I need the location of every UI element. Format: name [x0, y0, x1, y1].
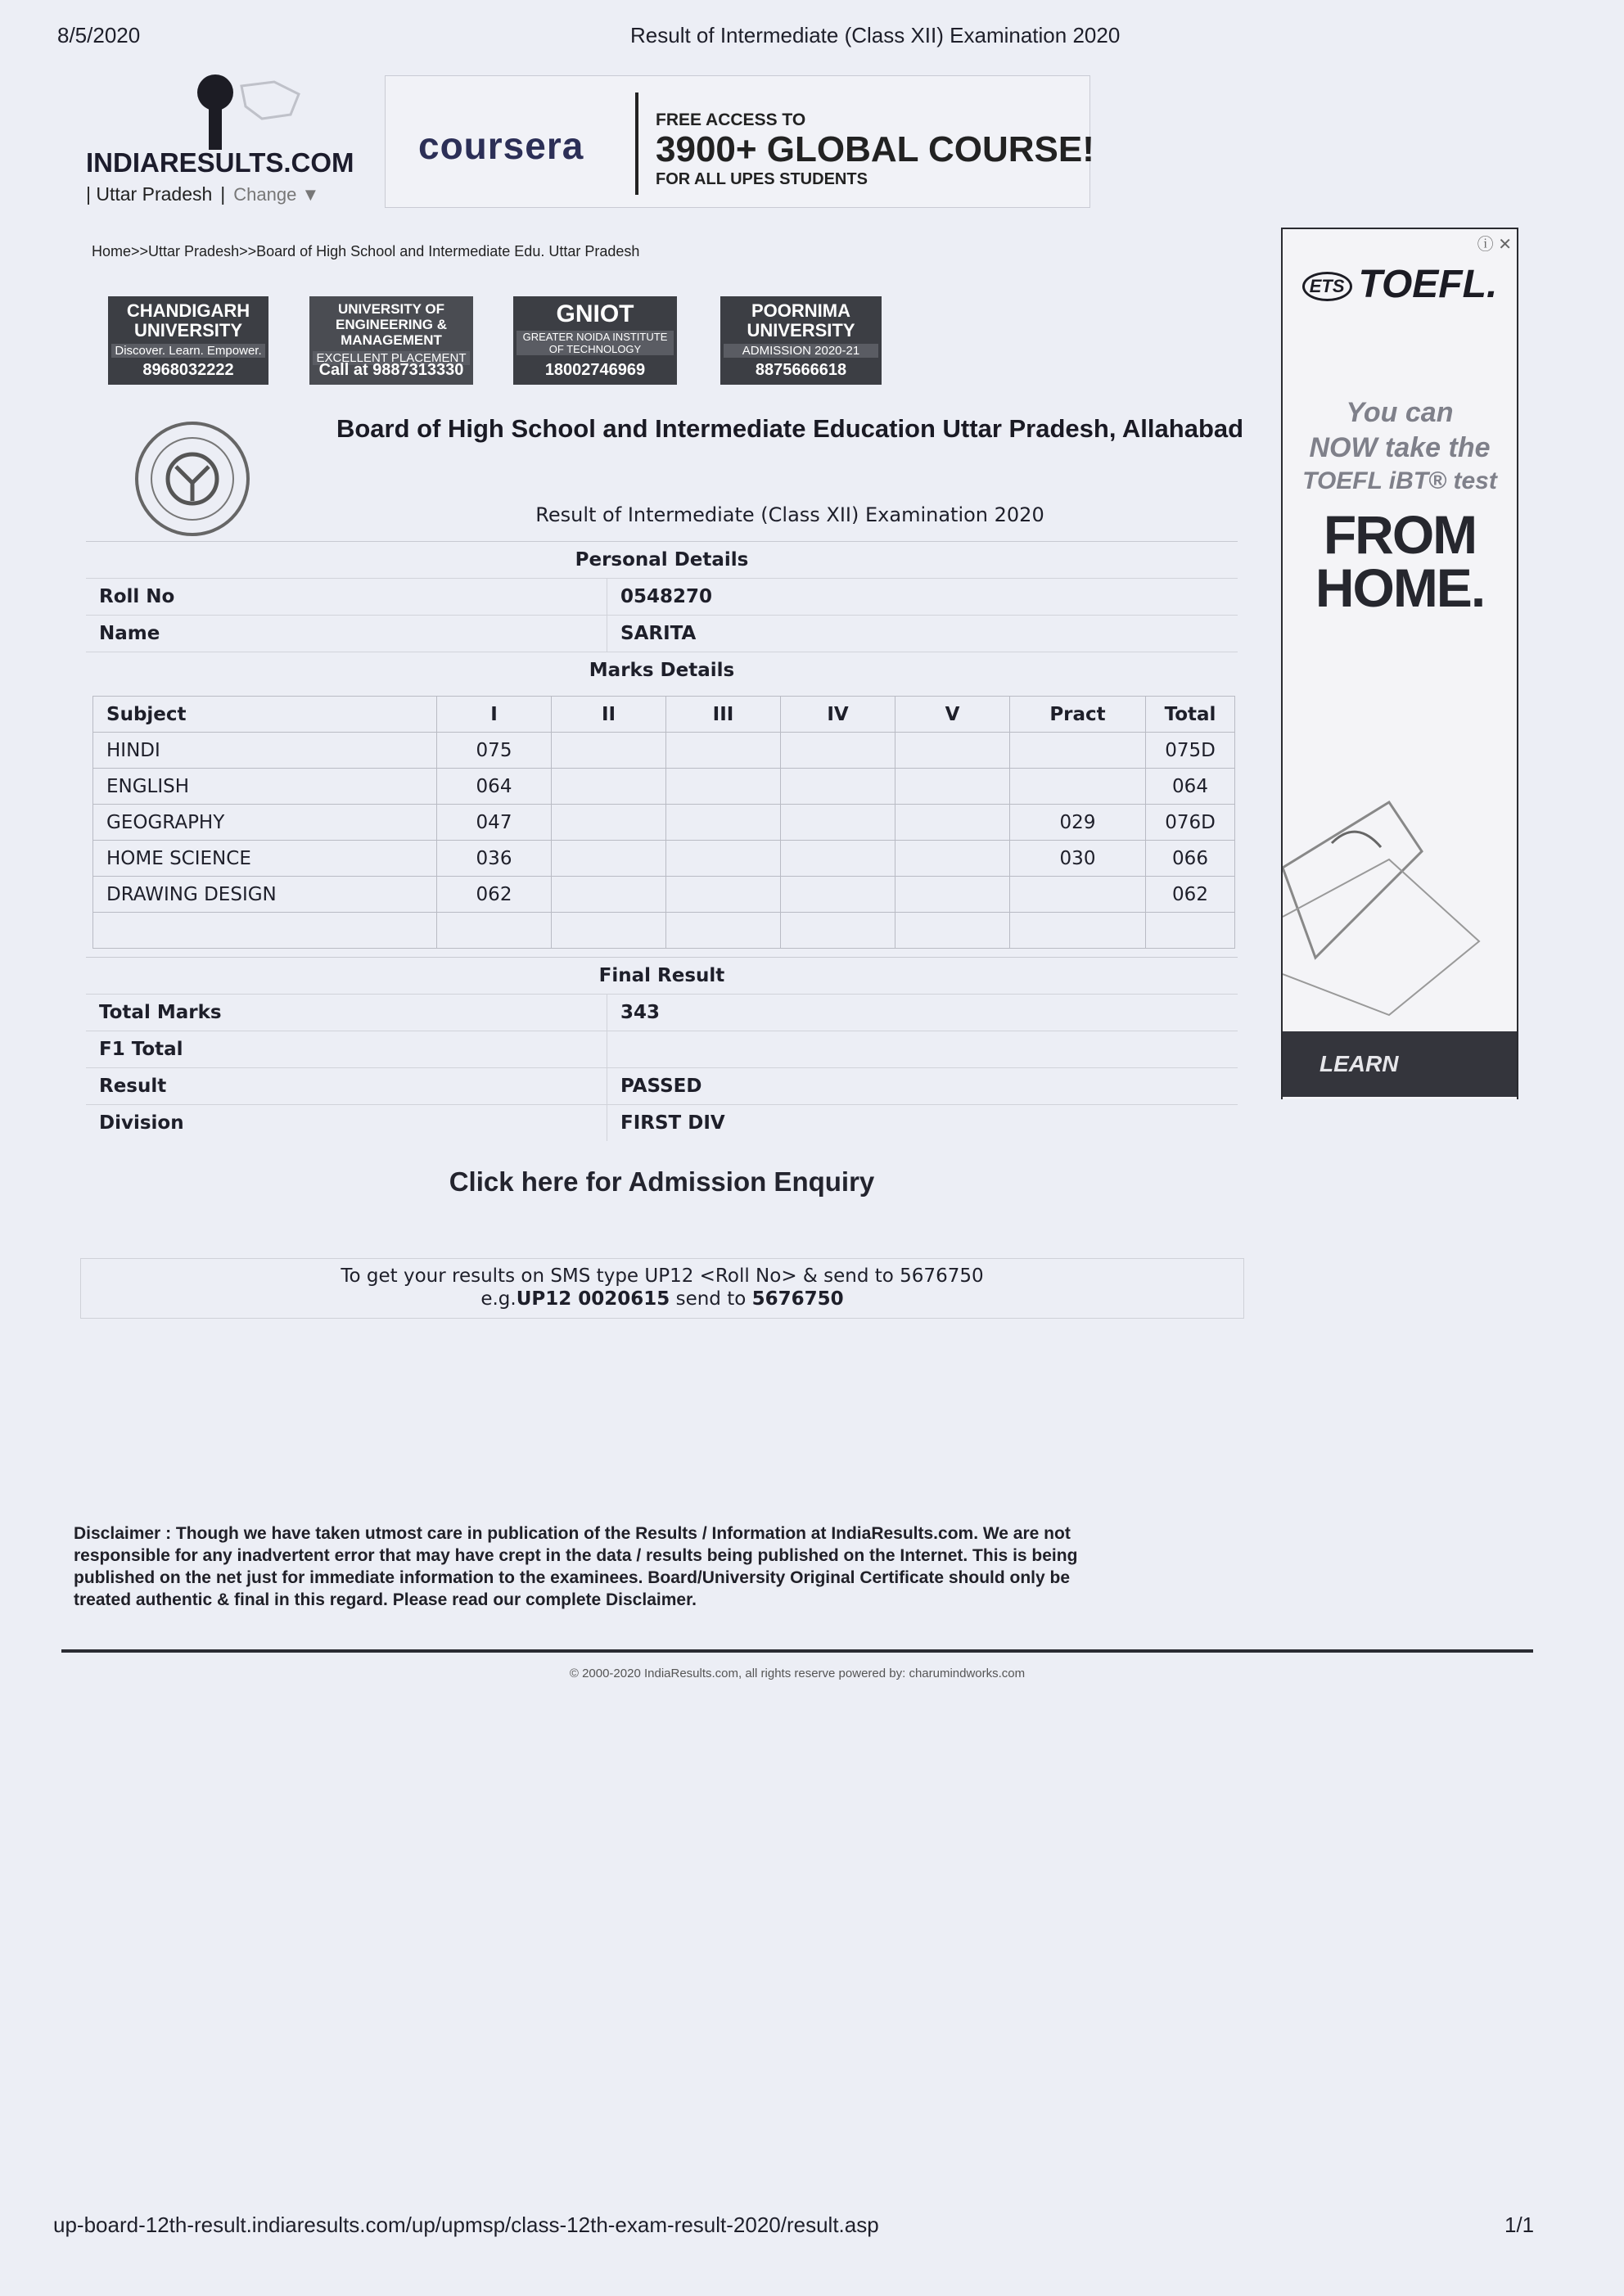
university-name: CHANDIGARH UNIVERSITY	[126, 300, 250, 341]
table-row	[93, 913, 1235, 949]
total-cell: 064	[1146, 769, 1235, 805]
result-value: PASSED	[620, 1076, 702, 1097]
subject-cell: HOME SCIENCE	[93, 841, 437, 877]
banner-line2: 3900+ GLOBAL COURSE!	[656, 129, 1094, 169]
marks-cell: 075	[437, 733, 552, 769]
university-phone: Call at 9887313330	[318, 361, 464, 379]
marks-cell	[437, 913, 552, 949]
university-ad-gniot[interactable]	[513, 296, 677, 385]
subject-cell: GEOGRAPHY	[93, 805, 437, 841]
university-tagline: ADMISSION 2020-21	[724, 344, 878, 358]
board-title: Board of High School and Intermediate Education Uttar Pradesh, Allahabad	[336, 414, 1244, 443]
name-row	[86, 615, 1238, 652]
marks-cell	[781, 841, 895, 877]
ad-big-line1: FROM	[1323, 504, 1477, 565]
marks-cell: 036	[437, 841, 552, 877]
table-row	[93, 877, 1235, 913]
marks-cell	[666, 877, 781, 913]
marks-cell: 064	[437, 769, 552, 805]
ad-brand-text: TOEFL.	[1358, 263, 1498, 306]
logo-text: INDIARESULTS.COM	[86, 147, 354, 178]
marks-cell	[895, 805, 1010, 841]
marks-cell	[666, 805, 781, 841]
personal-details-section	[86, 541, 1238, 688]
banner-brand: coursera	[418, 124, 584, 167]
marks-cell	[895, 913, 1010, 949]
column-header: II	[552, 697, 666, 733]
division-value: FIRST DIV	[620, 1112, 725, 1134]
marks-cell	[895, 841, 1010, 877]
pract-cell	[1010, 913, 1146, 949]
toefl-ad[interactable]	[1281, 228, 1518, 1099]
marks-cell	[895, 769, 1010, 805]
exam-subtitle: Result of Intermediate (Class XII) Examination 2020	[535, 503, 1044, 526]
footer-divider	[61, 1649, 1533, 1653]
total-cell: 075D	[1146, 733, 1235, 769]
result-row	[86, 1067, 1238, 1104]
print-title: Result of Intermediate (Class XII) Examination 2020	[630, 23, 1121, 47]
division-label: Division	[86, 1105, 607, 1141]
ad-line2: NOW take the	[1309, 432, 1491, 463]
final-result-heading: Final Result	[598, 965, 725, 986]
ad-line1: You can	[1346, 397, 1454, 428]
marks-details-heading: Marks Details	[86, 652, 1238, 688]
university-ad-chandigarh[interactable]	[108, 296, 268, 385]
total-cell: 076D	[1146, 805, 1235, 841]
pract-cell	[1010, 877, 1146, 913]
sms-instruction: To get your results on SMS type UP12 <Roll No> & send to 5676750	[341, 1265, 984, 1287]
print-page-number: 1/1	[1504, 2213, 1535, 2237]
f1-total-label: F1 Total	[86, 1031, 607, 1067]
marks-header-row	[93, 697, 1235, 733]
total-marks-label: Total Marks	[86, 995, 607, 1031]
state-selector[interactable]: | Uttar Pradesh | Change ▼	[86, 183, 320, 205]
marks-cell	[552, 841, 666, 877]
university-tagline: GREATER NOIDA INSTITUTE OF TECHNOLOGY	[517, 331, 674, 355]
pract-cell	[1010, 769, 1146, 805]
roll-label: Roll No	[86, 579, 607, 615]
sms-example	[81, 1288, 1243, 1310]
university-ad-uem[interactable]	[309, 296, 473, 385]
copyright-text: © 2000-2020 IndiaResults.com, all rights reserve powered by: charumindworks.com	[569, 1667, 1026, 1680]
table-row	[93, 769, 1235, 805]
table-row	[93, 805, 1235, 841]
university-ad-poornima[interactable]	[720, 296, 882, 385]
total-cell: 066	[1146, 841, 1235, 877]
subject-cell: DRAWING DESIGN	[93, 877, 437, 913]
banner-line3: FOR ALL UPES STUDENTS	[656, 170, 868, 188]
ets-logo-icon: ETS	[1302, 272, 1352, 301]
ad-learn-button[interactable]: LEARN	[1283, 1031, 1517, 1097]
roll-value: 0548270	[620, 586, 713, 607]
university-phone: 8875666618	[755, 361, 847, 379]
state-name: Uttar Pradesh	[96, 183, 213, 205]
banner-divider	[635, 92, 638, 195]
change-link[interactable]: Change ▼	[233, 184, 320, 205]
ad-close-icon[interactable]: ⓘ ✕	[1477, 236, 1512, 254]
f1-total-row	[86, 1031, 1238, 1067]
sms-info-box	[80, 1258, 1244, 1319]
university-tagline: EXCELLENT PLACEMENT	[313, 351, 470, 365]
print-url: up-board-12th-result.indiaresults.com/up/upmsp/class-12th-exam-result-2020/result.asp	[53, 2213, 879, 2237]
sms-example-number: 5676750	[751, 1288, 844, 1310]
f1-total-value	[607, 1031, 620, 1067]
total-cell	[1146, 913, 1235, 949]
sms-example-mid: send to	[670, 1288, 752, 1310]
total-marks-value: 343	[620, 1002, 661, 1023]
result-label: Result	[86, 1068, 607, 1104]
marks-cell	[781, 805, 895, 841]
coursera-banner[interactable]	[385, 75, 1094, 208]
marks-cell	[781, 769, 895, 805]
final-result-section	[86, 957, 1238, 1141]
column-header: Pract	[1010, 697, 1146, 733]
logo-mark-icon	[184, 70, 307, 151]
pract-cell	[1010, 733, 1146, 769]
university-phone: 8968032222	[142, 361, 234, 379]
marks-cell	[666, 733, 781, 769]
personal-details-heading: Personal Details	[575, 549, 749, 571]
name-value: SARITA	[620, 623, 697, 644]
column-header: IV	[781, 697, 895, 733]
column-header: Total	[1146, 697, 1235, 733]
disclaimer-text: Disclaimer : Though we have taken utmost care in publication of the Results / Information at IndiaResults.com. We are not responsible for any inadvertent error that may have crept in the data / results being published on the Internet. This is being published on the net just for immediate information to the examinees. Board/University Original Certificate should only be treated authentic & final in this regard. Please read our complete Disclaimer.	[74, 1524, 1078, 1609]
marks-cell	[666, 769, 781, 805]
breadcrumb[interactable]: Home>>Uttar Pradesh>>Board of High School and Intermediate Edu. Uttar Pradesh	[92, 243, 640, 259]
university-phone: 18002746969	[544, 361, 646, 379]
column-header: V	[895, 697, 1010, 733]
total-marks-row	[86, 994, 1238, 1031]
roll-row	[86, 578, 1238, 615]
ad-line3: TOEFL iBT® test	[1302, 467, 1497, 494]
marks-cell	[666, 841, 781, 877]
marks-cell	[552, 733, 666, 769]
marks-cell	[781, 733, 895, 769]
marks-table	[92, 696, 1235, 949]
marks-cell	[552, 877, 666, 913]
marks-cell	[895, 877, 1010, 913]
subject-cell: ENGLISH	[93, 769, 437, 805]
subject-cell: HINDI	[93, 733, 437, 769]
banner-line1: FREE ACCESS TO	[656, 111, 806, 129]
column-header: Subject	[93, 697, 437, 733]
print-date: 8/5/2020	[57, 23, 141, 47]
marks-cell: 047	[437, 805, 552, 841]
university-tagline: Discover. Learn. Empower.	[111, 344, 265, 358]
table-row	[93, 841, 1235, 877]
marks-cell: 062	[437, 877, 552, 913]
marks-cell	[552, 913, 666, 949]
marks-cell	[895, 733, 1010, 769]
university-name: UNIVERSITY OF ENGINEERING & MANAGEMENT	[335, 301, 448, 348]
university-name: GNIOT	[556, 300, 634, 327]
marks-cell	[666, 913, 781, 949]
marks-cell	[781, 877, 895, 913]
site-logo[interactable]	[86, 65, 354, 209]
table-row	[93, 733, 1235, 769]
ad-graphic-icon	[1283, 769, 1517, 1031]
pract-cell: 029	[1010, 805, 1146, 841]
subject-cell	[93, 913, 437, 949]
column-header: III	[666, 697, 781, 733]
column-header: I	[437, 697, 552, 733]
sms-example-prefix: e.g.	[480, 1288, 517, 1310]
university-name: POORNIMA UNIVERSITY	[747, 300, 855, 341]
sms-example-code: UP12 0020615	[516, 1288, 670, 1310]
total-cell: 062	[1146, 877, 1235, 913]
board-seal-icon	[131, 417, 254, 540]
marks-cell	[552, 769, 666, 805]
admission-enquiry-link[interactable]: Click here for Admission Enquiry	[449, 1166, 875, 1197]
marks-cell	[781, 913, 895, 949]
ad-brand	[1283, 262, 1517, 307]
name-label: Name	[86, 616, 607, 652]
marks-cell	[552, 805, 666, 841]
pract-cell: 030	[1010, 841, 1146, 877]
ad-big-line2: HOME.	[1315, 557, 1485, 618]
division-row	[86, 1104, 1238, 1141]
